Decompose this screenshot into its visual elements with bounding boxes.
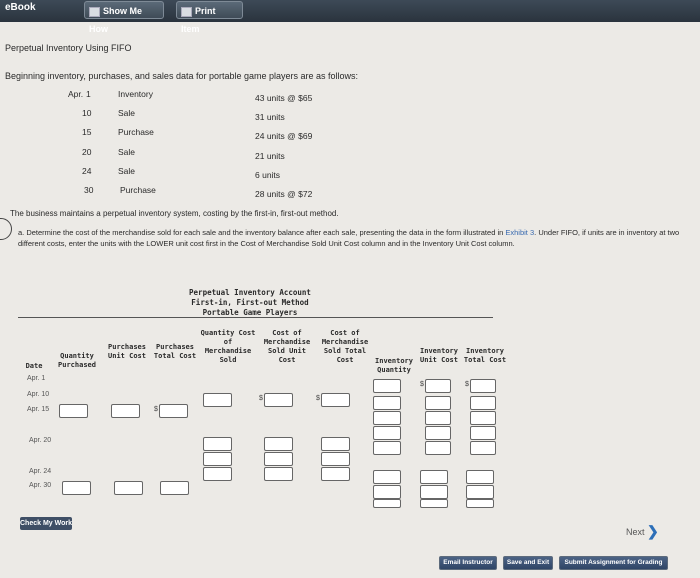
problem-intro: Beginning inventory, purchases, and sales data for portable game players are as follows: bbox=[5, 71, 359, 81]
inv-unit-cost-apr30-b[interactable] bbox=[420, 499, 448, 508]
account-title: Perpetual Inventory Account First-in, First-out Method Portable Game Players bbox=[189, 288, 311, 317]
inv-qty-apr15-a[interactable] bbox=[373, 411, 401, 425]
cms-unit-cost-apr10[interactable] bbox=[264, 393, 293, 407]
purch-unit-cost-apr30[interactable] bbox=[114, 481, 143, 495]
purch-unit-cost-apr15[interactable] bbox=[111, 404, 140, 418]
check-my-work-button[interactable]: Check My Work bbox=[20, 517, 72, 530]
show-me-how-button[interactable]: Show Me How bbox=[84, 1, 164, 19]
cms-unit-cost-apr20-b[interactable] bbox=[264, 452, 293, 466]
header-inv-qty: Inventory Quantity bbox=[375, 357, 413, 374]
part-a-instructions: a. Determine the cost of the merchandise sold for each sale and the inventory balance after each sale, presenting the data in the form illustrated in Exhibit 3. Under FIFO, if units are in inventory at two different costs, enter the units with the LOWER unit cost first in the Cost of Merchandise Sold Unit Cost column and in the Inventory Unit Cost column. bbox=[18, 228, 680, 248]
date-apr-24: Apr. 24 bbox=[29, 468, 52, 475]
header-purch-unit-cost: Purchases Unit Cost bbox=[108, 343, 146, 360]
purch-total-cost-apr15[interactable] bbox=[159, 404, 188, 418]
cms-total-cost-apr20-a[interactable] bbox=[321, 437, 350, 451]
row2-day: 10 bbox=[82, 108, 92, 118]
inv-unit-cost-apr20[interactable] bbox=[425, 441, 451, 455]
exhibit-link[interactable]: Exhibit 3 bbox=[505, 228, 535, 237]
submit-assignment-button[interactable]: Submit Assignment for Grading bbox=[559, 556, 668, 570]
inv-total-cost-apr30-b[interactable] bbox=[466, 499, 494, 508]
date-apr-15: Apr. 15 bbox=[27, 406, 50, 413]
inv-unit-cost-apr10[interactable] bbox=[425, 396, 451, 410]
row4-day: 20 bbox=[82, 147, 92, 157]
purch-qty-apr30[interactable] bbox=[62, 481, 91, 495]
purch-qty-apr15[interactable] bbox=[59, 404, 88, 418]
inv-total-cost-apr20[interactable] bbox=[470, 441, 496, 455]
problem-title: Perpetual Inventory Using FIFO bbox=[5, 43, 132, 53]
row6-type: Purchase bbox=[120, 185, 156, 195]
video-icon bbox=[89, 7, 100, 17]
date-apr-20: Apr. 20 bbox=[29, 437, 52, 444]
row6-day: 30 bbox=[84, 185, 94, 195]
title-rule bbox=[18, 317, 493, 318]
header-purch-total-cost: Purchases Total Cost bbox=[153, 343, 197, 360]
row6-detail: 28 units @ $72 bbox=[255, 189, 313, 199]
cms-unit-cost-apr24[interactable] bbox=[264, 467, 293, 481]
inv-qty-apr10[interactable] bbox=[373, 396, 401, 410]
purch-total-cost-apr30[interactable] bbox=[160, 481, 189, 495]
inv-unit-cost-apr1[interactable] bbox=[425, 379, 451, 393]
inv-qty-apr30-b[interactable] bbox=[373, 499, 401, 508]
inv-qty-apr15-b[interactable] bbox=[373, 426, 401, 440]
date-apr-1: Apr. 1 bbox=[27, 375, 46, 382]
header-date: Date bbox=[25, 362, 43, 370]
inv-unit-cost-apr30-a[interactable] bbox=[420, 485, 448, 499]
row1-day: 1 bbox=[86, 89, 91, 99]
inv-total-cost-apr24[interactable] bbox=[466, 470, 494, 484]
inv-total-cost-apr1[interactable] bbox=[470, 379, 496, 393]
print-item-button[interactable]: Print Item bbox=[176, 1, 243, 19]
row5-detail: 6 units bbox=[255, 170, 281, 180]
inv-total-cost-apr15-a[interactable] bbox=[470, 411, 496, 425]
cms-qty-apr20-b[interactable] bbox=[203, 452, 232, 466]
row3-type: Purchase bbox=[118, 127, 154, 137]
row3-detail: 24 units @ $69 bbox=[255, 131, 313, 141]
cms-total-cost-apr24[interactable] bbox=[321, 467, 350, 481]
cms-qty-apr20-a[interactable] bbox=[203, 437, 232, 451]
inv-qty-apr30-a[interactable] bbox=[373, 485, 401, 499]
header-cms-total-cost: Cost of Merchandise Sold Total Cost bbox=[321, 329, 369, 364]
cms-unit-cost-apr20-a[interactable] bbox=[264, 437, 293, 451]
cms-total-cost-apr20-b[interactable] bbox=[321, 452, 350, 466]
next-button[interactable]: Next ❯ bbox=[626, 523, 659, 539]
row1-month: Apr. bbox=[68, 89, 84, 99]
cms-total-cost-apr10[interactable] bbox=[321, 393, 350, 407]
inv-unit-cost-apr24[interactable] bbox=[420, 470, 448, 484]
question-marker bbox=[0, 218, 12, 240]
row2-detail: 31 units bbox=[255, 112, 285, 122]
date-apr-10: Apr. 10 bbox=[27, 391, 50, 398]
inv-qty-apr1[interactable] bbox=[373, 379, 401, 393]
row4-detail: 21 units bbox=[255, 151, 285, 161]
date-apr-30: Apr. 30 bbox=[29, 482, 52, 489]
fifo-note: The business maintains a perpetual inventory system, costing by the first-in, first-out method. bbox=[10, 209, 339, 218]
cms-qty-apr10[interactable] bbox=[203, 393, 232, 407]
email-instructor-button[interactable]: Email Instructor bbox=[439, 556, 497, 570]
inv-qty-apr24[interactable] bbox=[373, 470, 401, 484]
chevron-right-icon: ❯ bbox=[647, 523, 659, 539]
inv-total-cost-apr15-b[interactable] bbox=[470, 426, 496, 440]
inv-total-cost-apr30-a[interactable] bbox=[466, 485, 494, 499]
row5-type: Sale bbox=[118, 166, 136, 176]
ebook-link[interactable]: eBook bbox=[5, 2, 36, 13]
inv-unit-cost-apr15-a[interactable] bbox=[425, 411, 451, 425]
row2-type: Sale bbox=[118, 108, 136, 118]
row1-detail: 43 units @ $65 bbox=[255, 93, 313, 103]
top-toolbar bbox=[0, 0, 700, 34]
inv-total-cost-apr10[interactable] bbox=[470, 396, 496, 410]
inv-unit-cost-apr15-b[interactable] bbox=[425, 426, 451, 440]
inv-qty-apr20[interactable] bbox=[373, 441, 401, 455]
header-qty-purchased: Quantity Purchased bbox=[58, 352, 96, 369]
header-inv-unit-cost: Inventory Unit Cost bbox=[420, 347, 458, 364]
row3-day: 15 bbox=[82, 127, 92, 137]
header-qty-cms: Quantity Cost of Merchandise Sold bbox=[200, 329, 256, 364]
row5-day: 24 bbox=[82, 166, 92, 176]
print-icon bbox=[181, 7, 192, 17]
header-cms-unit-cost: Cost of Merchandise Sold Unit Cost bbox=[263, 329, 311, 364]
save-and-exit-button[interactable]: Save and Exit bbox=[503, 556, 553, 570]
row1-type: Inventory bbox=[118, 89, 153, 99]
cms-qty-apr24[interactable] bbox=[203, 467, 232, 481]
row4-type: Sale bbox=[118, 147, 136, 157]
header-inv-total-cost: Inventory Total Cost bbox=[463, 347, 507, 364]
